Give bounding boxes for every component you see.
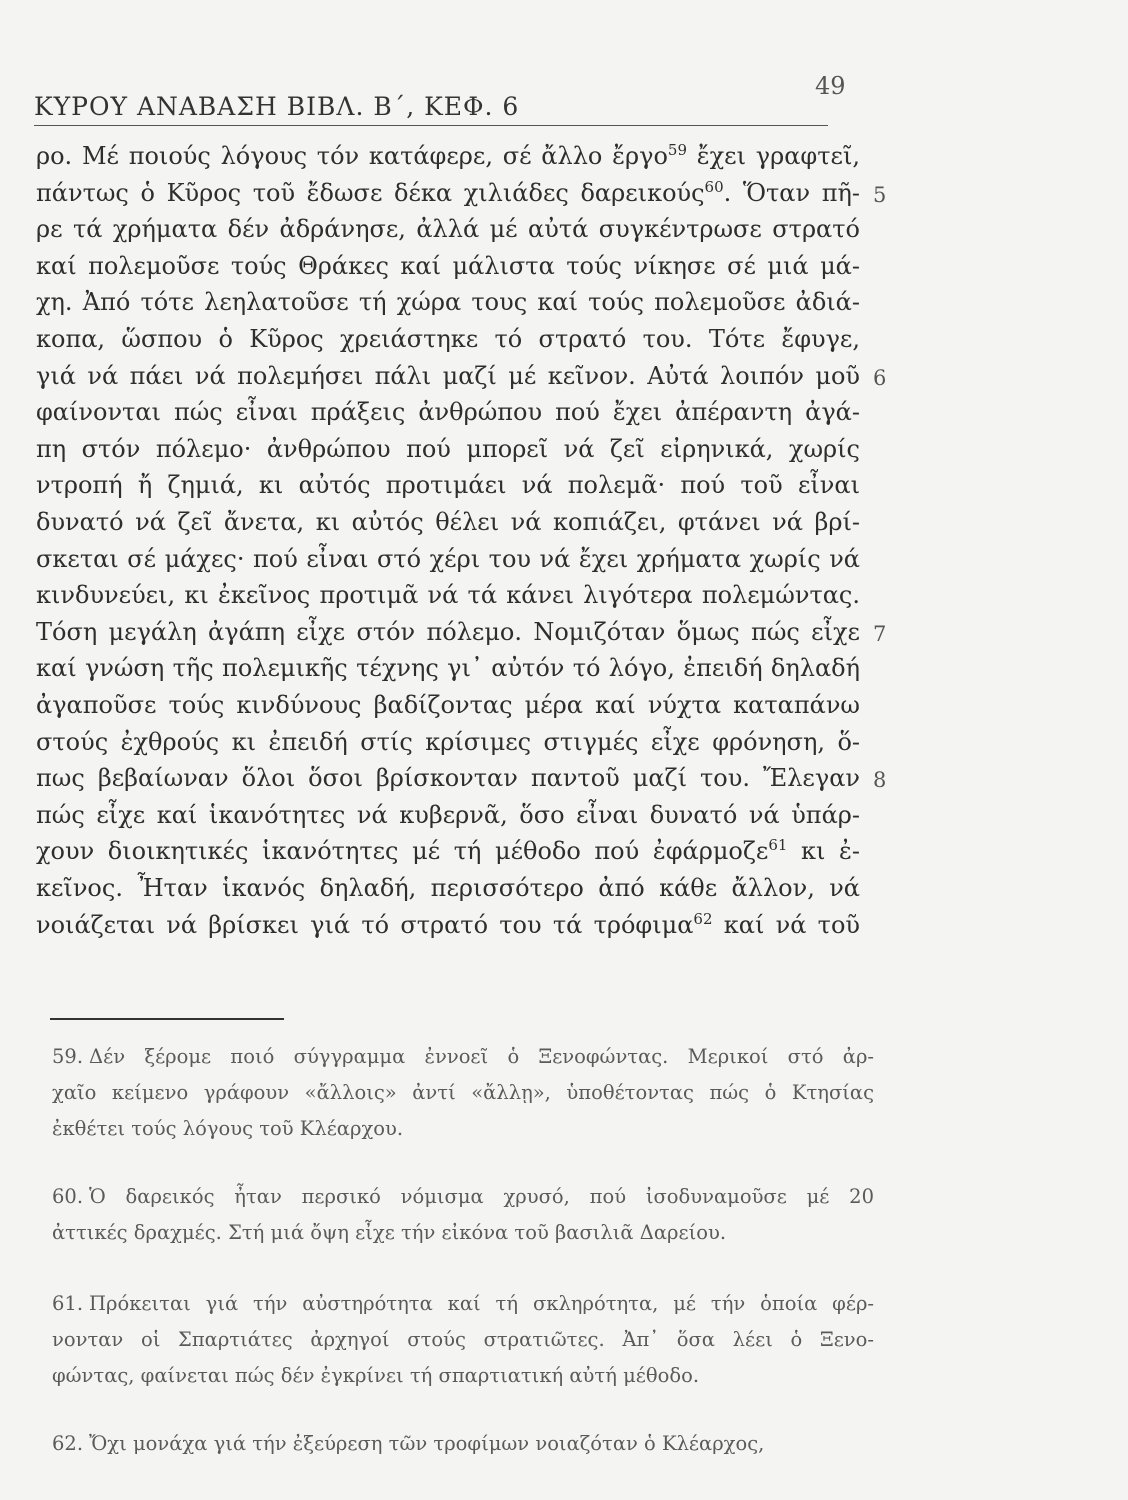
text-run: πάντως ὁ Κῦρος τοῦ ἔδωσε δέκα χιλιάδες δαρεικούς	[36, 178, 705, 207]
footnote-line	[52, 1081, 874, 1104]
text-run: κι ἐ-	[787, 837, 861, 866]
text-line	[36, 911, 860, 939]
footnote-text: ἐκθέτει τούς λόγους τοῦ Κλέαρχου.	[52, 1117, 404, 1140]
text-run: κινδυνεύει, κι ἐκεῖνος προτιμᾶ νά τά κάνει λιγότερα πολεμώντας.	[36, 581, 860, 610]
text-run: στούς ἐχθρούς κι ἐπειδή στίς κρίσιμες στιγμές εἶχε φρόνηση, ὅ-	[36, 727, 860, 756]
text-line	[36, 764, 860, 792]
footnote-ref: 60	[704, 177, 724, 196]
footnote-text: ἀττικές δραχμές. Στή μιά ὄψη εἶχε τήν εἰκόνα τοῦ βασιλιᾶ Δαρείου.	[52, 1221, 727, 1244]
text-line	[36, 435, 860, 463]
footnote-text: Ὄχι μονάχα γιά τήν ἐξεύρεση τῶν τροφίμων νοιαζόταν ὁ Κλέαρχος,	[89, 1432, 765, 1455]
footnote-text: Πρόκειται γιά τήν αὐστηρότητα καί τή σκληρότητα, μέ τήν ὁποία φέρ-	[89, 1292, 874, 1315]
text-line	[36, 508, 860, 536]
text-run: κοπα, ὥσπου ὁ Κῦρος χρειάστηκε τό στρατό του. Τότε ἔφυγε,	[36, 325, 860, 353]
text-run: Τόση μεγάλη ἀγάπη εἶχε στόν πόλεμο. Νομιζόταν ὅμως πώς εἶχε	[36, 617, 860, 646]
footnote-label: 60.	[52, 1185, 84, 1208]
text-line	[36, 837, 860, 865]
page-number: 49	[815, 72, 846, 100]
text-run: φαίνονται πώς εἶναι πράξεις ἀνθρώπου πού ἔχει ἀπέραντη ἀγά-	[36, 398, 860, 427]
text-run: γιά νά πάει νά πολεμήσει πάλι μαζί μέ κεῖνον. Αὐτά λοιπόν μοῦ	[36, 361, 860, 390]
footnote-text: Δέν ξέρομε ποιό σύγγραμμα ἐννοεῖ ὁ Ξενοφώντας. Μερικοί στό ἀρ-	[89, 1045, 874, 1068]
text-run: πώς εἶχε καί ἱκανότητες νά κυβερνᾶ, ὅσο εἶναι δυνατό νά ὑπάρ-	[36, 800, 860, 829]
text-line	[36, 691, 860, 719]
footnote-line	[52, 1045, 874, 1068]
footnote-line	[52, 1328, 874, 1351]
text-line	[36, 252, 860, 280]
footnote-text: Ὁ δαρεικός ἦταν περσικό νόμισμα χρυσό, πού ἰσοδυναμοῦσε μέ 20	[89, 1185, 874, 1208]
text-line	[36, 581, 860, 609]
text-line	[36, 874, 860, 902]
text-run: καί γνώση τῆς πολεμικῆς τέχνης γι᾽ αὐτόν τό λόγο, ἐπειδή δηλαδή	[36, 654, 860, 683]
text-run: ντροπή ἤ ζημιά, κι αὐτός προτιμάει νά πολεμᾶ· πού τοῦ εἶναι	[36, 471, 860, 500]
footnote-text: φώντας, φαίνεται πώς δέν ἐγκρίνει τή σπαρτιατική αὐτή μέθοδο.	[52, 1364, 700, 1387]
text-line	[36, 471, 860, 499]
footnote-label: 62.	[52, 1432, 84, 1455]
text-line	[36, 545, 860, 573]
text-run: δυνατό νά ζεῖ ἄνετα, κι αὐτός θέλει νά κοπιάζει, φτάνει νά βρί-	[36, 508, 860, 536]
text-line	[36, 325, 860, 353]
footnote-ref: 59	[667, 141, 687, 159]
footnote-text: νονταν οἱ Σπαρτιάτες ἀρχηγοί στούς στρατιῶτες. Ἀπ᾽ ὅσα λέει ὁ Ξενο-	[52, 1328, 874, 1351]
text-line	[36, 215, 860, 243]
section-number: 7	[873, 621, 887, 646]
text-line	[36, 142, 860, 170]
footnote-separator	[50, 1018, 284, 1020]
text-run: καί νά τοῦ	[712, 910, 860, 939]
header-rule	[34, 125, 828, 126]
text-line	[36, 654, 860, 682]
text-run: ἔχει γραφτεῖ,	[687, 142, 860, 170]
text-run: χουν διοικητικές ἱκανότητες μέ τή μέθοδο πού ἐφάρμοζε	[36, 837, 769, 866]
footnote-line	[52, 1292, 874, 1315]
text-run: ρε τά χρήματα δέν ἀδράνησε, ἀλλά μέ αὐτά συγκέντρωσε στρατό	[36, 215, 860, 244]
text-line	[36, 801, 860, 829]
text-run: νοιάζεται νά βρίσκει γιά τό στρατό του τά τρόφιμα	[36, 910, 694, 939]
section-number: 8	[873, 768, 887, 793]
running-head: ΚΥΡΟΥ ΑΝΑΒΑΣΗ ΒΙΒΛ. Β΄, ΚΕΦ. 6	[34, 92, 520, 121]
footnote-line	[52, 1432, 874, 1455]
footnote-ref: 62	[693, 909, 713, 928]
text-run: πως βεβαίωναν ὅλοι ὅσοι βρίσκονταν παντοῦ μαζί του. Ἔλεγαν	[36, 764, 860, 793]
text-line	[36, 288, 860, 316]
text-line	[36, 179, 860, 207]
text-run: πη στόν πόλεμο· ἀνθρώπου πού μπορεῖ νά ζεῖ εἰρηνικά, χωρίς	[36, 434, 860, 463]
text-run: χη. Ἀπό τότε λεηλατοῦσε τή χώρα τους καί τούς πολεμοῦσε ἀδιά-	[36, 288, 860, 317]
text-run: . Ὅταν πῆ-	[723, 178, 860, 207]
text-line	[36, 618, 860, 646]
footnote-line	[52, 1221, 874, 1244]
footnote-line	[52, 1185, 874, 1208]
section-number: 6	[873, 365, 887, 390]
footnote-label: 61.	[52, 1292, 84, 1315]
footnote-ref: 61	[768, 836, 788, 855]
text-run: ἀγαποῦσε τούς κινδύνους βαδίζοντας μέρα καί νύχτα καταπάνω	[36, 691, 860, 719]
text-run: σκεται σέ μάχες· πού εἶναι στό χέρι του νά ἔχει χρήματα χωρίς νά	[36, 544, 860, 573]
footnote-label: 59.	[52, 1045, 84, 1068]
text-run: καί πολεμοῦσε τούς Θράκες καί μάλιστα τούς νίκησε σέ μιά μά-	[36, 251, 860, 280]
footnote-line	[52, 1364, 874, 1387]
text-run: κεῖνος. Ἦταν ἱκανός δηλαδή, περισσότερο ἀπό κάθε ἄλλον, νά	[36, 874, 860, 902]
text-line	[36, 398, 860, 426]
text-line	[36, 362, 860, 390]
footnote-text: χαῖο κείμενο γράφουν «ἄλλοις» ἀντί «ἄλλῃ», ὑποθέτοντας πώς ὁ Κτησίας	[52, 1081, 874, 1104]
footnote-line	[52, 1117, 874, 1140]
section-number: 5	[873, 182, 887, 207]
text-run: ρο. Μέ ποιούς λόγους τόν κατάφερε, σέ ἄλλο ἔργο	[36, 142, 668, 170]
text-line	[36, 728, 860, 756]
